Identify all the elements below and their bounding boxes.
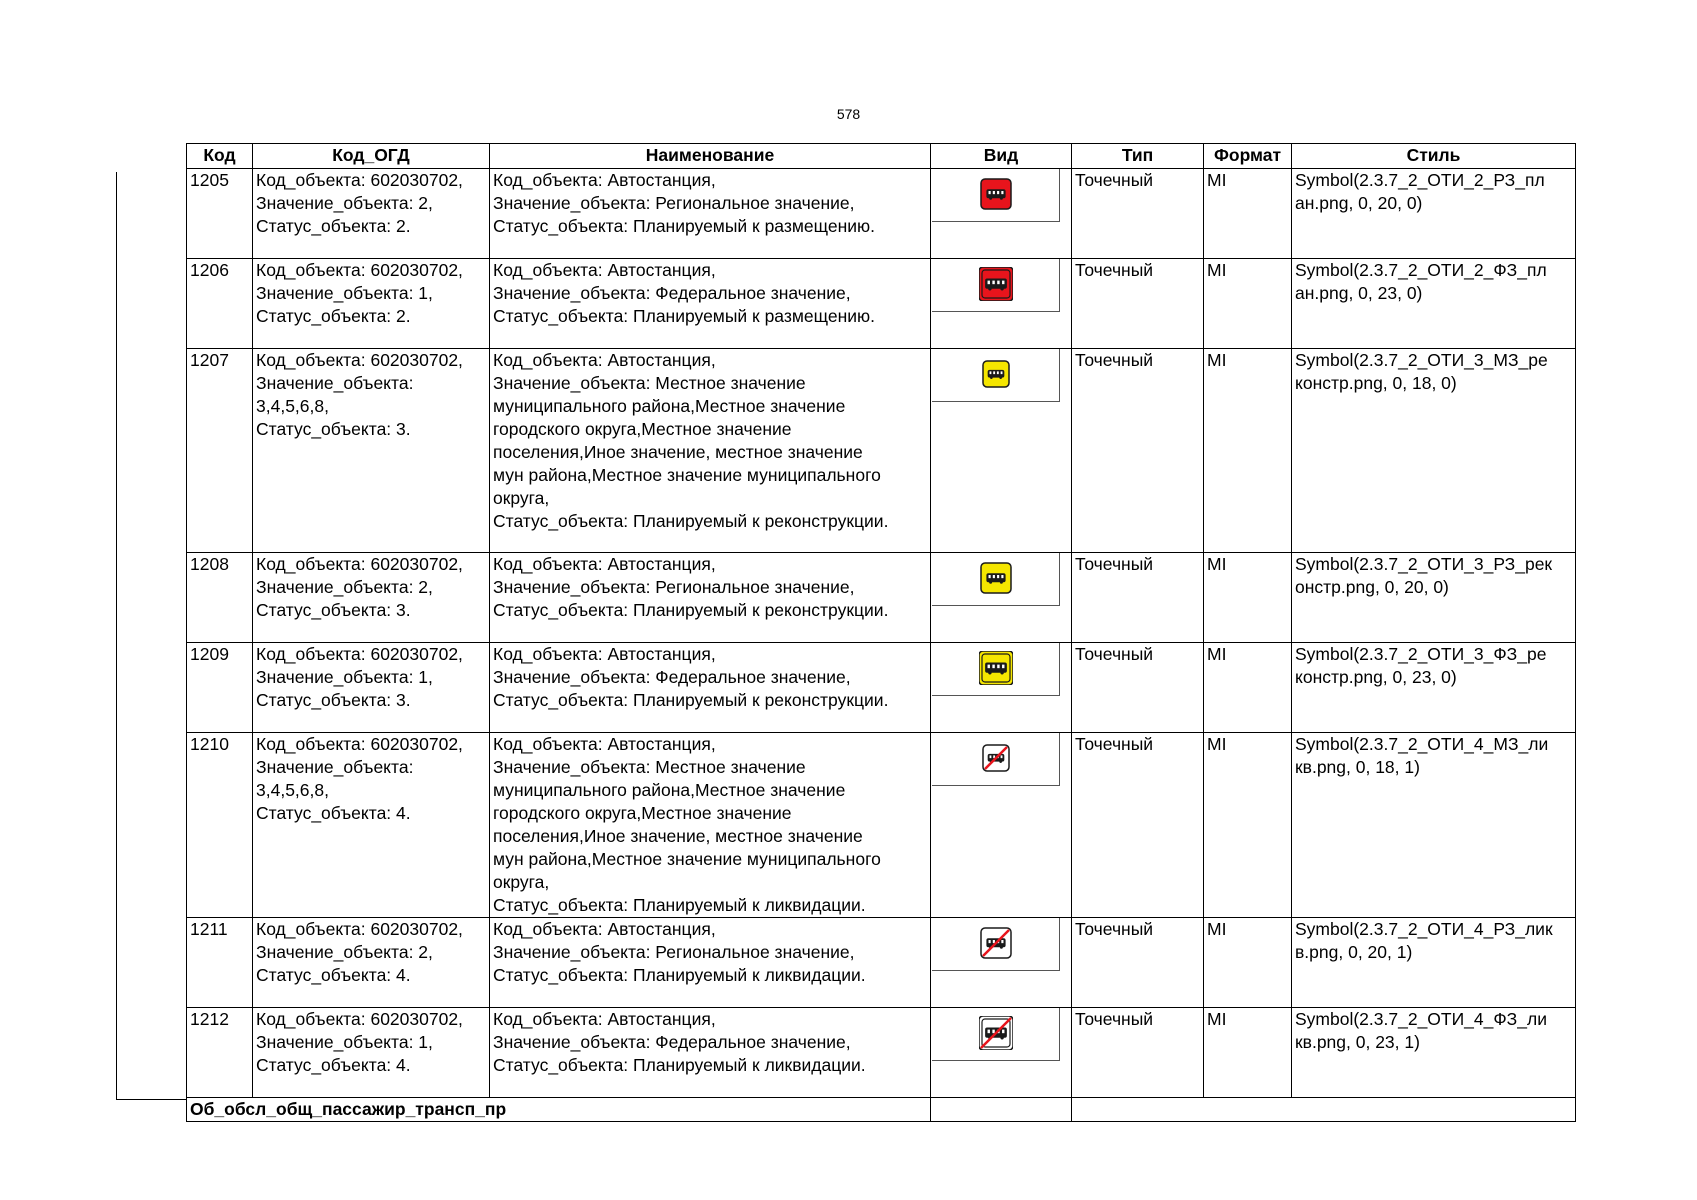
cell-kod-ogd-text: Код_объекта: 602030702, Значение_объекта: 2, Статус_объекта: 2. [256, 170, 463, 236]
header-name: Наименование [490, 144, 931, 169]
cell-kod: 1211 [187, 918, 253, 1008]
cell-kod-ogd-text: Код_объекта: 602030702, Значение_объекта: 1, Статус_объекта: 3. [256, 644, 463, 710]
footer-vid-cell [931, 1098, 1072, 1122]
cell-name [490, 169, 931, 259]
table-row [187, 1008, 1576, 1098]
symbol-preview-frame [932, 553, 1060, 606]
bus-station-red-regional-icon [979, 177, 1013, 211]
bus-station-yellow-federal-icon [979, 651, 1013, 685]
cell-kod-ogd-text: Код_объекта: 602030702, Значение_объекта: 2, Статус_объекта: 4. [256, 919, 463, 985]
cell-vid [931, 733, 1072, 918]
bus-station-crossed-regional-icon [979, 926, 1013, 960]
footer-label: Об_обсл_общ_пассажир_трансп_пр [187, 1098, 931, 1122]
cell-style [1292, 259, 1576, 349]
table-row [187, 643, 1576, 733]
cell-kod: 1206 [187, 259, 253, 349]
bus-station-yellow-regional-icon [979, 561, 1013, 595]
cell-style [1292, 349, 1576, 553]
cell-style [1292, 733, 1576, 918]
cell-name-text: Код_объекта: Автостанция, Значение_объекта: Региональное значение, Статус_объекта: Планируемый к размещению. [493, 170, 875, 236]
cell-vid [931, 259, 1072, 349]
cell-kod: 1205 [187, 169, 253, 259]
cell-name-text: Код_объекта: Автостанция, Значение_объекта: Федеральное значение, Статус_объекта: Планируемый к размещению. [493, 260, 875, 326]
cell-kod: 1209 [187, 643, 253, 733]
table-row [187, 259, 1576, 349]
cell-name-text: Код_объекта: Автостанция, Значение_объекта: Региональное значение, Статус_объекта: Планируемый к реконструкции. [493, 554, 889, 620]
cell-style-text: Symbol(2.3.7_2_ОТИ_3_МЗ_ре констр.png, 0, 18, 0) [1295, 350, 1548, 393]
cell-tip: Точечный [1072, 349, 1204, 553]
header-format: Формат [1204, 144, 1292, 169]
table-row [187, 349, 1576, 553]
header-row [187, 144, 1576, 169]
footer-rest-cell [1072, 1098, 1576, 1122]
cell-kod-ogd-text: Код_объекта: 602030702, Значение_объекта: 3,4,5,6,8, Статус_объекта: 3. [256, 350, 463, 439]
cell-name-text: Код_объекта: Автостанция, Значение_объекта: Местное значение муниципального района,Местное значение городского округа,Местное значение поселения,Иное значение, местное значение мун района,Местное значение муниципального округа, Статус_объекта: Планируемый к реконструкции. [493, 350, 889, 531]
cell-name [490, 1008, 931, 1098]
cell-format: MI [1204, 918, 1292, 1008]
header-tip: Тип [1072, 144, 1204, 169]
cell-name [490, 259, 931, 349]
cell-style [1292, 169, 1576, 259]
cell-tip: Точечный [1072, 733, 1204, 918]
cell-kod-ogd [253, 643, 490, 733]
cell-kod: 1210 [187, 733, 253, 918]
cell-tip: Точечный [1072, 553, 1204, 643]
cell-format: MI [1204, 169, 1292, 259]
bus-station-red-federal-icon [979, 267, 1013, 301]
table-row [187, 918, 1576, 1008]
cell-name [490, 918, 931, 1008]
cell-style-text: Symbol(2.3.7_2_ОТИ_2_РЗ_пл ан.png, 0, 20, 0) [1295, 170, 1545, 213]
cell-vid [931, 553, 1072, 643]
header-kod: Код [187, 144, 253, 169]
cell-vid [931, 918, 1072, 1008]
cell-name-text: Код_объекта: Автостанция, Значение_объекта: Федеральное значение, Статус_объекта: Планируемый к реконструкции. [493, 644, 889, 710]
table-row [187, 169, 1576, 259]
cell-kod-ogd-text: Код_объекта: 602030702, Значение_объекта: 1, Статус_объекта: 2. [256, 260, 463, 326]
table-row [187, 553, 1576, 643]
symbol-preview-frame [932, 733, 1060, 786]
cell-vid [931, 643, 1072, 733]
cell-kod-ogd-text: Код_объекта: 602030702, Значение_объекта: 2, Статус_объекта: 3. [256, 554, 463, 620]
cell-kod-ogd-text: Код_объекта: 602030702, Значение_объекта: 3,4,5,6,8, Статус_объекта: 4. [256, 734, 463, 823]
cell-kod-ogd [253, 259, 490, 349]
cell-format: MI [1204, 553, 1292, 643]
header-vid: Вид [931, 144, 1072, 169]
cell-tip: Точечный [1072, 1008, 1204, 1098]
cell-kod-ogd [253, 169, 490, 259]
cell-style-text: Symbol(2.3.7_2_ОТИ_4_МЗ_ли кв.png, 0, 18, 1) [1295, 734, 1549, 777]
cell-style-text: Symbol(2.3.7_2_ОТИ_3_РЗ_рек онстр.png, 0, 20, 0) [1295, 554, 1553, 597]
cell-name [490, 643, 931, 733]
cell-style [1292, 643, 1576, 733]
cell-name-text: Код_объекта: Автостанция, Значение_объекта: Федеральное значение, Статус_объекта: Планируемый к ликвидации. [493, 1009, 866, 1075]
cell-name [490, 349, 931, 553]
footer-row [187, 1098, 1576, 1122]
cell-style-text: Symbol(2.3.7_2_ОТИ_3_ФЗ_ре констр.png, 0, 23, 0) [1295, 644, 1547, 687]
cell-format: MI [1204, 259, 1292, 349]
cell-kod-ogd [253, 733, 490, 918]
cell-name [490, 733, 931, 918]
symbol-preview-frame [932, 643, 1060, 696]
cell-format: MI [1204, 1008, 1292, 1098]
cell-kod-ogd-text: Код_объекта: 602030702, Значение_объекта: 1, Статус_объекта: 4. [256, 1009, 463, 1075]
header-kod-ogd: Код_ОГД [253, 144, 490, 169]
cell-kod-ogd [253, 553, 490, 643]
symbol-preview-frame [932, 259, 1060, 312]
cell-tip: Точечный [1072, 643, 1204, 733]
cell-name-text: Код_объекта: Автостанция, Значение_объекта: Местное значение муниципального района,Местное значение городского округа,Местное значение поселения,Иное значение, местное значение мун района,Местное значение муниципального округа, Статус_объекта: Планируемый к ликвидации. [493, 734, 881, 915]
bus-station-yellow-local-icon [979, 357, 1013, 391]
cell-format: MI [1204, 643, 1292, 733]
table-row [187, 733, 1576, 918]
margin-line [116, 172, 117, 1100]
cell-kod-ogd [253, 1008, 490, 1098]
cell-tip: Точечный [1072, 169, 1204, 259]
cell-vid [931, 1008, 1072, 1098]
cell-kod: 1212 [187, 1008, 253, 1098]
margin-tick [116, 1099, 187, 1100]
cell-kod: 1208 [187, 553, 253, 643]
cell-vid [931, 169, 1072, 259]
cell-style-text: Symbol(2.3.7_2_ОТИ_4_РЗ_лик в.png, 0, 20, 1) [1295, 919, 1553, 962]
symbol-preview-frame [932, 169, 1060, 222]
cell-format: MI [1204, 349, 1292, 553]
bus-station-crossed-local-icon [979, 741, 1013, 775]
cell-format: MI [1204, 733, 1292, 918]
cell-style [1292, 918, 1576, 1008]
cell-style [1292, 553, 1576, 643]
cell-vid [931, 349, 1072, 553]
cell-tip: Точечный [1072, 259, 1204, 349]
cell-kod-ogd [253, 918, 490, 1008]
cell-style-text: Symbol(2.3.7_2_ОТИ_4_ФЗ_ли кв.png, 0, 23, 1) [1295, 1009, 1547, 1052]
header-style: Стиль [1292, 144, 1576, 169]
symbol-preview-frame [932, 349, 1060, 402]
cell-tip: Точечный [1072, 918, 1204, 1008]
cell-name [490, 553, 931, 643]
symbol-registry-table [186, 143, 1576, 1122]
cell-kod: 1207 [187, 349, 253, 553]
page-number: 578 [836, 106, 861, 122]
cell-kod-ogd [253, 349, 490, 553]
cell-style [1292, 1008, 1576, 1098]
bus-station-crossed-federal-icon [979, 1016, 1013, 1050]
cell-style-text: Symbol(2.3.7_2_ОТИ_2_ФЗ_пл ан.png, 0, 23, 0) [1295, 260, 1547, 303]
cell-name-text: Код_объекта: Автостанция, Значение_объекта: Региональное значение, Статус_объекта: Планируемый к ликвидации. [493, 919, 866, 985]
symbol-preview-frame [932, 918, 1060, 971]
symbol-preview-frame [932, 1008, 1060, 1061]
